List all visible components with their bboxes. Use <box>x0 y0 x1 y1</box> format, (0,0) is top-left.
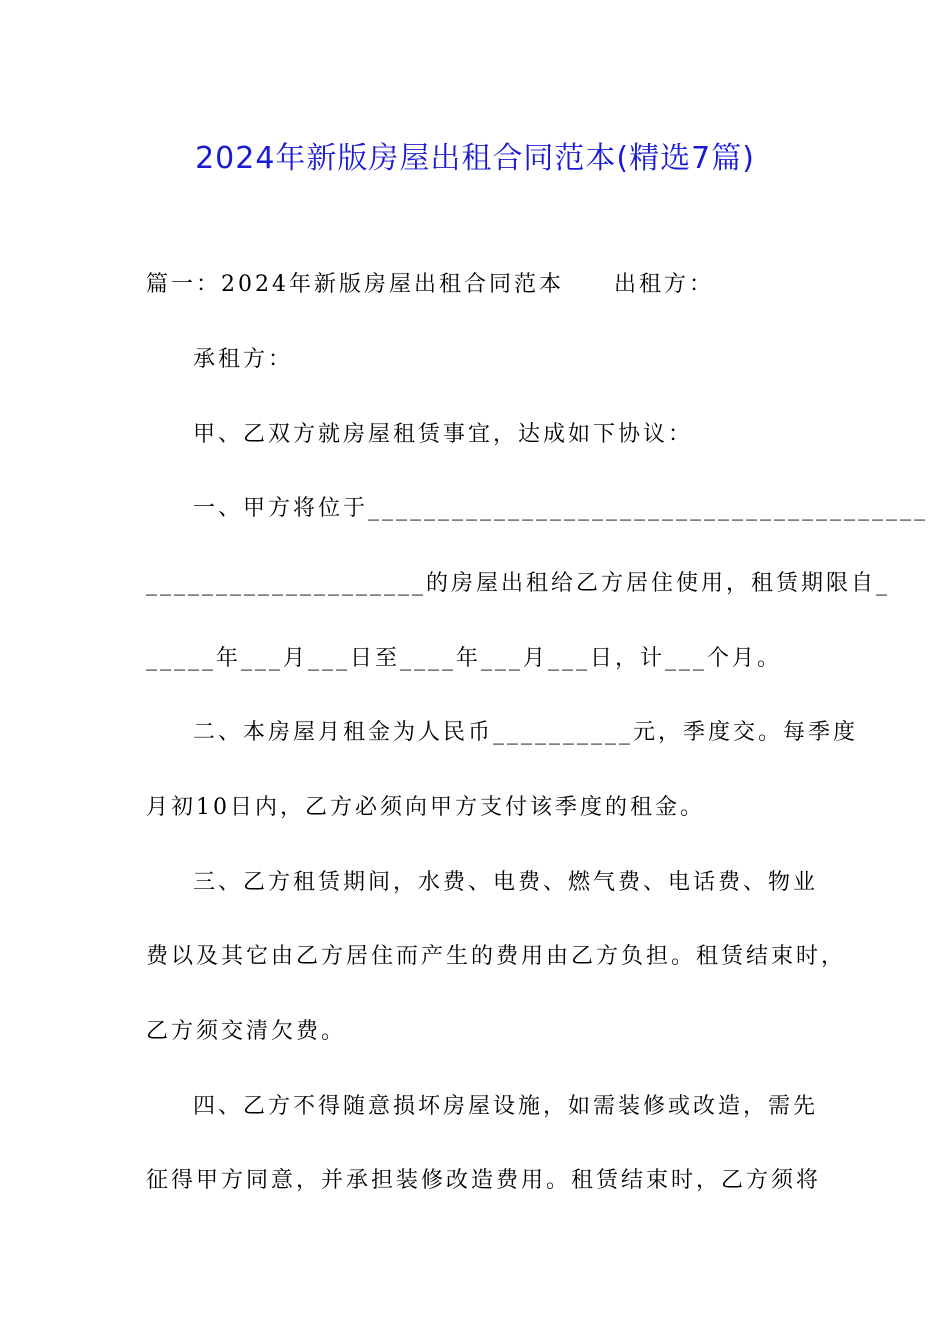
clause-2-line-2: 月初10日内，乙方必须向甲方支付该季度的租金。 <box>146 795 705 820</box>
clause-1-line-2: ____________________的房屋出租给乙方居住使用，租赁期限自_ <box>146 571 891 596</box>
document-title: 2024年新版房屋出租合同范本(精选7篇) <box>195 141 755 176</box>
clause-3-line-1: 三、乙方租赁期间，水费、电费、燃气费、电话费、物业 <box>193 870 819 895</box>
clause-3-line-2: 费以及其它由乙方居住而产生的费用由乙方负担。租赁结束时， <box>146 944 847 969</box>
clause-4-line-2: 征得甲方同意，并承担装修改造费用。租赁结束时，乙方须将 <box>146 1168 822 1193</box>
section-heading-line: 篇一：2024年新版房屋出租合同范本 出租方： <box>146 272 714 297</box>
clause-4-line-1: 四、乙方不得随意损坏房屋设施，如需装修或改造，需先 <box>193 1094 819 1119</box>
clause-1-line-1: 一、甲方将位于________________________________________ <box>193 496 929 521</box>
agreement-intro-line: 甲、乙双方就房屋租赁事宜，达成如下协议： <box>193 422 694 447</box>
tenant-line: 承租方： <box>193 347 294 372</box>
clause-3-line-3: 乙方须交清欠费。 <box>146 1019 347 1044</box>
clause-1-line-3: _____年___月___日至____年___月___日，计___个月。 <box>146 646 783 671</box>
clause-2-line-1: 二、本房屋月租金为人民币__________元，季度交。每季度 <box>193 720 859 745</box>
